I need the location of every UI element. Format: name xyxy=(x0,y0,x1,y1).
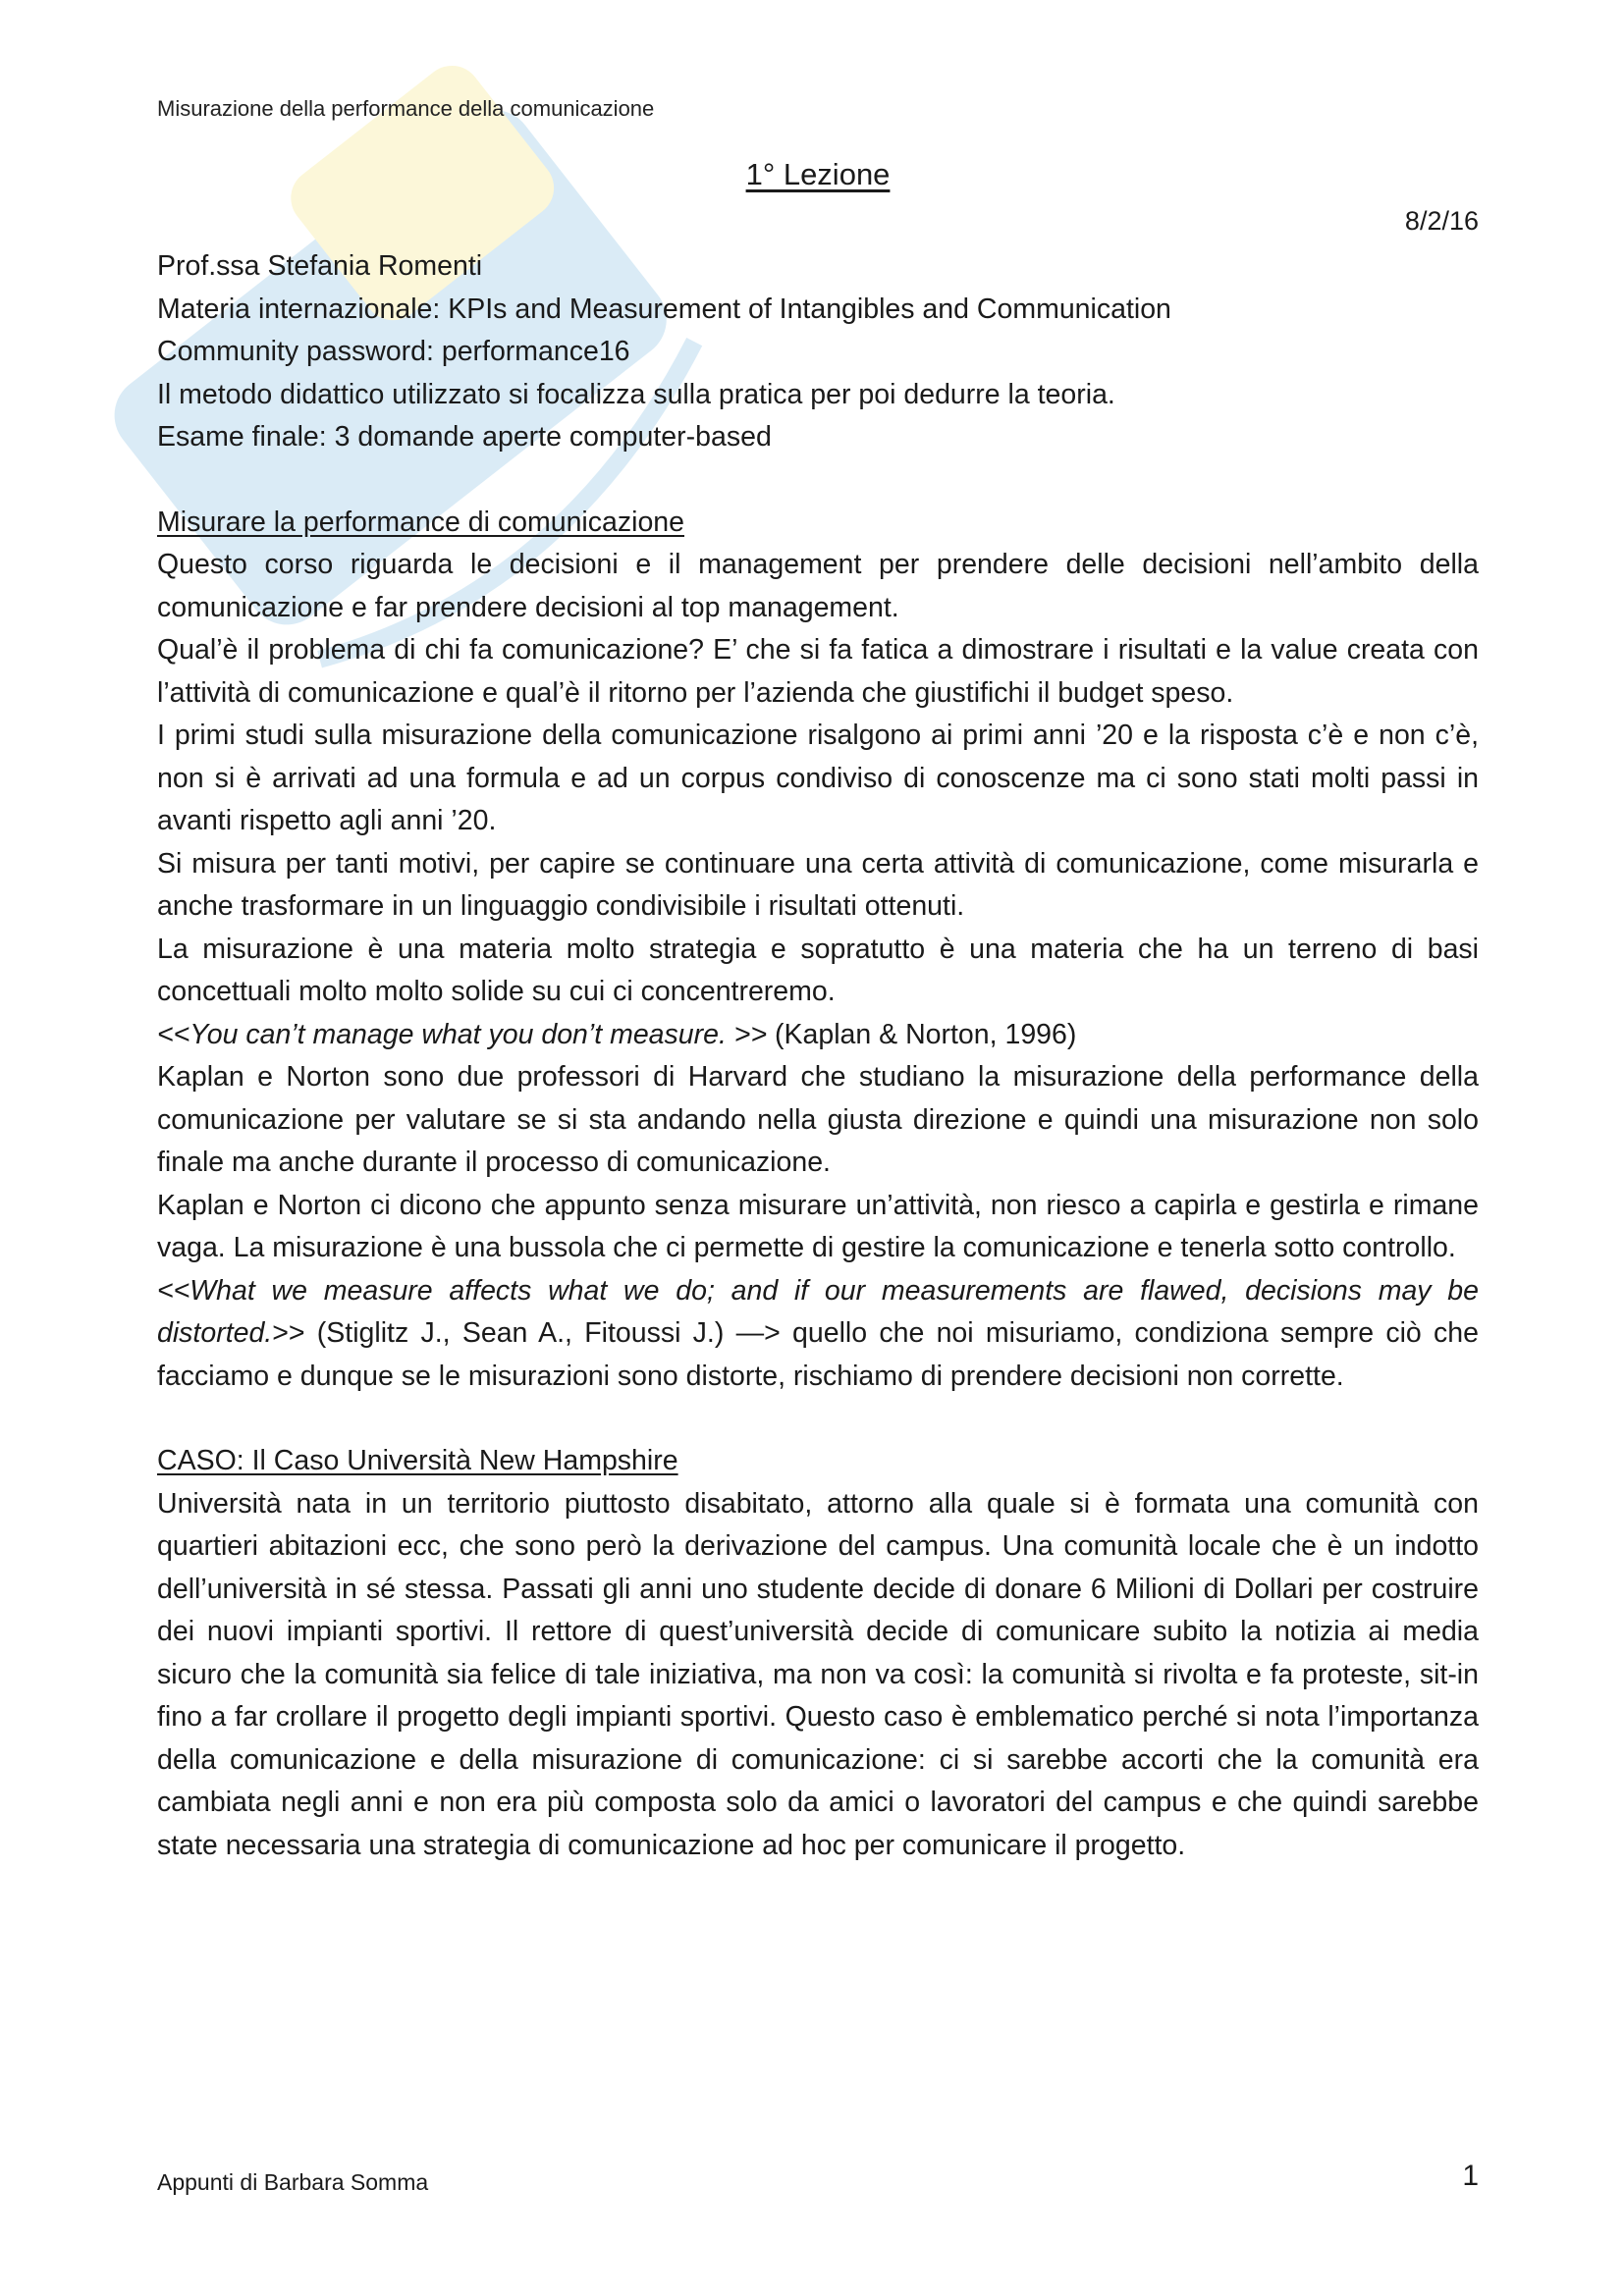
professor-line: Prof.ssa Stefania Romenti xyxy=(157,250,483,282)
paragraph: Qual’è il problema di chi fa comunicazione? E’ che si fa fatica a dimostrare i risultati e la value creata con l’attività di comunicazione e qual’è il ritorno per l’azienda che giustifichi il budget speso. xyxy=(157,634,1479,709)
exam-line: Esame finale: 3 domande aperte computer-based xyxy=(157,421,772,453)
paragraph: La misurazione è una materia molto strategia e sopratutto è una materia che ha un terreno di basi concettuali molto molto solide su cui ci concentreremo. xyxy=(157,933,1479,1007)
paragraph: I primi studi sulla misurazione della comunicazione risalgono ai primi anni ’20 e la risposta c’è e non c’è, non si è arrivati ad una formula e ad un corpus condiviso di conoscenze ma ci sono stati molti passi in avanti rispetto agli anni ’20. xyxy=(157,720,1479,836)
footer-author: Appunti di Barbara Somma xyxy=(157,2169,429,2195)
section-heading: Misurare la performance di comunicazione xyxy=(157,506,684,538)
paragraph: Si misura per tanti motivi, per capire se continuare una certa attività di comunicazione, come misurarla e anche trasformare in un linguaggio condivisibile i risultati ottenuti. xyxy=(157,847,1479,922)
lesson-date: 8/2/16 xyxy=(1404,206,1479,236)
running-header: Misurazione della performance della comunicazione xyxy=(157,96,655,121)
course-info xyxy=(157,245,1479,459)
document-body xyxy=(157,245,1479,1867)
quote-kaplan xyxy=(157,1014,1479,1057)
paragraph: Questo corso riguarda le decisioni e il management per prendere delle decisioni nell’ambito della comunicazione e far prendere decisioni al top management. xyxy=(157,549,1479,623)
case-heading: CASO: Il Caso Università New Hampshire xyxy=(157,1445,678,1476)
quote-source: (Kaplan & Norton, 1996) xyxy=(767,1018,1077,1050)
course-line: Materia internazionale: KPIs and Measurement of Intangibles and Communication xyxy=(157,293,1171,325)
quote-text: <<What we measure affects what we do; and if our measurements are flawed, decisions may be distorted. xyxy=(157,1274,1479,1349)
page-number: 1 xyxy=(1462,2160,1479,2192)
method-line: Il metodo didattico utilizzato si focalizza sulla pratica per poi dedurre la teoria. xyxy=(157,378,1115,410)
paragraph: Kaplan e Norton sono due professori di Harvard che studiano la misurazione della performance della comunicazione per valutare se si sta andando nella giusta direzione e quindi una misurazione non solo finale ma anche durante il processo di comunicazione. xyxy=(157,1061,1479,1178)
paragraph: Kaplan e Norton ci dicono che appunto senza misurare un’attività, non riesco a capirla e gestirla e rimane vaga. La misurazione è una bussola che ci permette di gestire la comunicazione e tenerla sotto controllo. xyxy=(157,1189,1479,1263)
password-line: Community password: performance16 xyxy=(157,336,630,367)
lesson-title: 1° Lezione xyxy=(745,157,891,191)
quote-text: <<You can’t manage what you don’t measure. >> xyxy=(157,1018,768,1050)
quote-commentary: >> (Stiglitz J., Sean A., Fitoussi J.) —> quello che noi misuriamo, condiziona sempre ciò che facciamo e dunque se le misurazioni sono distorte, rischiamo di prendere decisioni non corrette. xyxy=(157,1317,1479,1392)
quote-stiglitz xyxy=(157,1270,1479,1399)
paragraph: Università nata in un territorio piuttosto disabitato, attorno alla quale si è formata una comunità con quartieri abitazioni ecc, che sono però la derivazione del campus. Una comunità locale che è un indotto dell’università in sé stessa. Passati gli anni uno studente decide di donare 6 Milioni di Dollari per costruire dei nuovi impianti sportivi. Il rettore di quest’università decide di comunicare subito la notizia ai media sicuro che la comunità sia felice di tale iniziativa, ma non va così: la comunità si rivolta e fa proteste, sit-in fino a far crollare il progetto degli impianti sportivi. Questo caso è emblematico perché si nota l’importanza della comunicazione e della misurazione di comunicazione: ci si sarebbe accorti che la comunità era cambiata negli anni e non era più composta solo da amici o lavoratori del campus e che quindi sarebbe state necessaria una strategia di comunicazione ad hoc per comunicare il progetto. xyxy=(157,1487,1479,1861)
